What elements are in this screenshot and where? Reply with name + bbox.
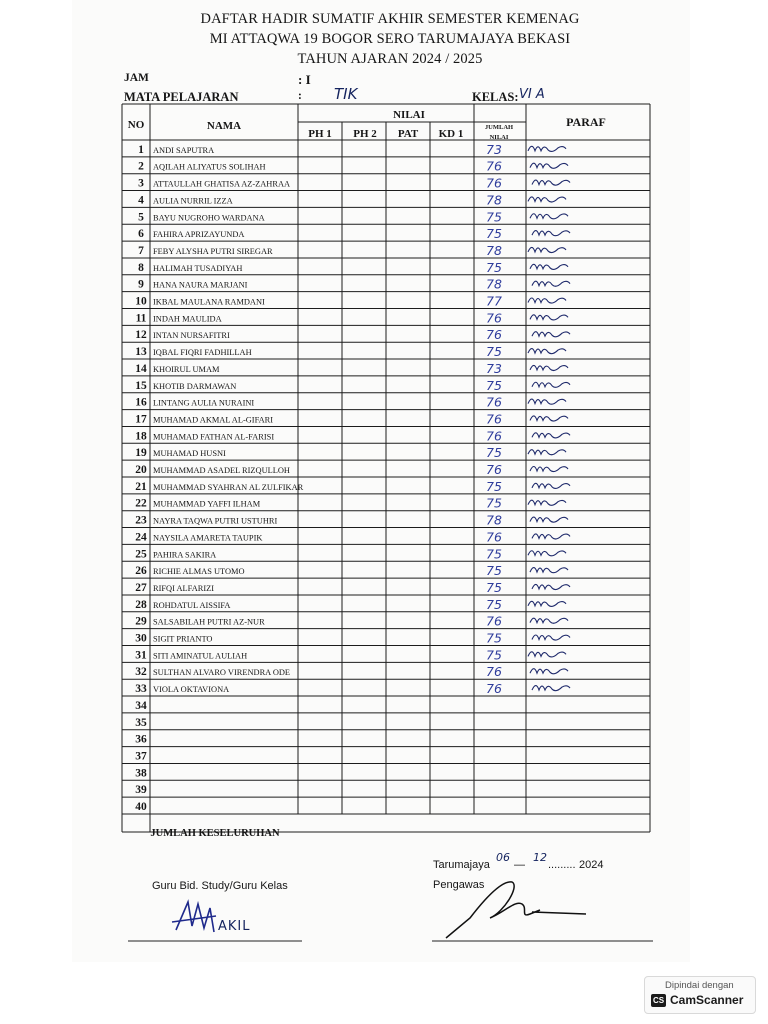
paraf-signature bbox=[528, 399, 566, 404]
jumlah-nilai-value: 76 bbox=[486, 664, 502, 680]
paraf-signature bbox=[532, 433, 570, 438]
row-number: 37 bbox=[135, 750, 147, 763]
student-name: ANDI SAPUTRA bbox=[153, 145, 215, 155]
paraf-signature bbox=[530, 416, 568, 421]
row-number: 38 bbox=[135, 767, 147, 780]
student-name: INDAH MAULIDA bbox=[153, 314, 222, 324]
jumlah-nilai-value: 75 bbox=[486, 630, 502, 646]
student-name: SIGIT PRIANTO bbox=[153, 634, 213, 644]
scanner-brand: CamScanner bbox=[670, 993, 744, 1007]
row-number: 15 bbox=[135, 379, 147, 392]
row-number: 30 bbox=[135, 632, 147, 645]
row-number: 39 bbox=[135, 784, 147, 797]
row-number: 34 bbox=[135, 699, 147, 712]
student-name: MUHAMAD FATHAN AL-FARISI bbox=[153, 432, 275, 442]
date-year: 2024 bbox=[579, 859, 604, 871]
paraf-signature bbox=[532, 635, 570, 640]
place-label: Tarumajaya bbox=[433, 859, 490, 871]
paraf-signature bbox=[530, 264, 568, 269]
title-line-1: DAFTAR HADIR SUMATIF AKHIR SEMESTER KEMENAG bbox=[200, 11, 580, 27]
paraf-signature bbox=[530, 669, 568, 674]
paraf-signature bbox=[532, 483, 570, 488]
row-number: 4 bbox=[138, 194, 144, 207]
row-number: 9 bbox=[138, 278, 144, 291]
student-name: ATTAULLAH GHATISA AZ-ZAHRAA bbox=[153, 179, 291, 189]
camscanner-logo-icon: CS bbox=[652, 996, 665, 1005]
paraf-signature bbox=[528, 500, 566, 505]
mapel-value: TIK bbox=[334, 85, 358, 103]
student-name: IKBAL MAULANA RAMDANI bbox=[153, 297, 265, 307]
row-number: 10 bbox=[135, 295, 147, 308]
paraf-signature bbox=[528, 551, 566, 556]
row-number: 16 bbox=[135, 396, 147, 409]
jumlah-nilai-value: 75 bbox=[486, 647, 502, 663]
student-name: SULTHAN ALVARO VIRENDRA ODE bbox=[153, 668, 291, 678]
paraf-signature bbox=[532, 686, 570, 691]
date-day: 06 bbox=[496, 851, 510, 864]
row-number: 6 bbox=[138, 228, 144, 241]
student-name: FAHIRA APRIZAYUNDA bbox=[153, 230, 245, 240]
row-number: 17 bbox=[135, 413, 147, 426]
jumlah-nilai-value: 75 bbox=[486, 596, 502, 612]
paraf-signature bbox=[532, 231, 570, 236]
student-name: MUHAMAD AKMAL AL-GIFARI bbox=[153, 415, 274, 425]
jam-value: : I bbox=[298, 72, 311, 87]
row-number: 7 bbox=[138, 244, 144, 257]
jumlah-nilai-value: 76 bbox=[486, 158, 502, 174]
row-number: 40 bbox=[135, 801, 147, 813]
kelas-value: VI A bbox=[519, 87, 545, 102]
paraf-signature bbox=[530, 568, 568, 573]
paraf-signature bbox=[528, 197, 566, 202]
col-ph1-header: PH 1 bbox=[308, 128, 332, 140]
paraf-signature bbox=[530, 618, 568, 623]
jumlah-nilai-value: 77 bbox=[486, 293, 502, 309]
row-number: 20 bbox=[135, 464, 147, 476]
footer-total-label: JUMLAH KESELURUHAN bbox=[150, 828, 280, 839]
student-name: HANA NAURA MARJANI bbox=[153, 280, 248, 290]
jumlah-nilai-value: 78 bbox=[486, 276, 502, 292]
student-name: HALIMAH TUSADIYAH bbox=[153, 263, 243, 273]
jumlah-nilai-value: 75 bbox=[486, 209, 502, 225]
jumlah-nilai-value: 73 bbox=[486, 360, 502, 376]
row-number: 29 bbox=[135, 615, 147, 628]
student-name: MUHAMMAD ASADEL RIZQULLOH bbox=[153, 466, 290, 475]
jumlah-nilai-value: 75 bbox=[486, 563, 502, 579]
pengawas-label: Pengawas bbox=[433, 879, 485, 891]
row-number: 33 bbox=[135, 683, 147, 696]
paraf-signature bbox=[532, 281, 570, 286]
camscanner-badge bbox=[644, 976, 756, 1014]
student-name: MUHAMMAD SYAHRAN AL ZULFIKAR bbox=[153, 482, 304, 492]
row-number: 3 bbox=[138, 177, 144, 190]
paraf-signature bbox=[532, 180, 570, 185]
paraf-signature bbox=[528, 450, 566, 455]
row-number: 28 bbox=[135, 598, 147, 611]
title-line-2: MI ATTAQWA 19 BOGOR SERO TARUMAJAYA BEKASI bbox=[209, 31, 571, 47]
kelas-label: KELAS: bbox=[472, 90, 519, 104]
col-jumlah-header-2: NILAI bbox=[489, 134, 509, 141]
date-sep-1: — bbox=[514, 859, 525, 871]
paraf-signature bbox=[532, 584, 570, 589]
jumlah-nilai-value: 78 bbox=[486, 192, 502, 208]
student-name: IQBAL FIQRI FADHILLAH bbox=[153, 348, 252, 358]
student-name: NAYSILA AMARETA TAUPIK bbox=[153, 533, 263, 543]
row-number: 22 bbox=[135, 497, 147, 510]
row-number: 5 bbox=[138, 211, 144, 224]
student-name: MUHAMMAD YAFFI ILHAM bbox=[153, 499, 261, 509]
row-number: 23 bbox=[135, 514, 147, 527]
jumlah-nilai-value: 76 bbox=[486, 462, 502, 477]
row-number: 19 bbox=[135, 447, 147, 460]
col-paraf-header: PARAF bbox=[566, 115, 606, 129]
jumlah-nilai-value: 76 bbox=[486, 529, 502, 545]
row-number: 18 bbox=[135, 430, 147, 443]
paraf-signature bbox=[528, 298, 566, 303]
paraf-signature bbox=[528, 652, 566, 657]
title-line-3: TAHUN AJARAN 2024 / 2025 bbox=[297, 51, 483, 67]
student-name: INTAN NURSAFITRI bbox=[153, 331, 230, 341]
mapel-colon: : bbox=[298, 90, 302, 102]
paraf-signature bbox=[530, 163, 568, 168]
student-name: RICHIE ALMAS UTOMO bbox=[153, 567, 245, 577]
mapel-label: MATA PELAJARAN bbox=[124, 90, 239, 104]
paraf-signature bbox=[532, 332, 570, 337]
row-number: 14 bbox=[135, 362, 147, 375]
jumlah-nilai-value: 76 bbox=[486, 411, 502, 427]
jam-label: JAM bbox=[124, 72, 149, 84]
paraf-signature bbox=[528, 247, 566, 252]
jumlah-nilai-value: 75 bbox=[486, 579, 502, 595]
guru-label: Guru Bid. Study/Guru Kelas bbox=[152, 880, 288, 892]
student-name: AULIA NURRIL IZZA bbox=[153, 196, 233, 206]
paraf-signature bbox=[528, 349, 566, 354]
row-number: 32 bbox=[135, 666, 147, 679]
paraf-signature bbox=[528, 601, 566, 606]
jumlah-nilai-value: 75 bbox=[486, 495, 502, 511]
col-ph2-header: PH 2 bbox=[353, 128, 377, 140]
student-name: VIOLA OKTAVIONA bbox=[153, 685, 230, 695]
jumlah-nilai-value: 75 bbox=[486, 377, 502, 393]
student-name: ROHDATUL AISSIFA bbox=[153, 600, 231, 610]
row-number: 24 bbox=[135, 531, 147, 544]
jumlah-nilai-value: 75 bbox=[486, 226, 502, 242]
student-name: LINTANG AULIA NURAINI bbox=[153, 398, 255, 408]
date-sep-2: ......... bbox=[548, 859, 576, 871]
col-pat-header: PAT bbox=[397, 128, 419, 140]
jumlah-nilai-value: 76 bbox=[486, 327, 502, 343]
jumlah-nilai-value: 75 bbox=[486, 478, 502, 494]
col-nilai-header: NILAI bbox=[393, 109, 425, 121]
paraf-signature bbox=[528, 146, 566, 151]
student-name: FEBY ALYSHA PUTRI SIREGAR bbox=[153, 246, 273, 256]
jumlah-nilai-value: 75 bbox=[486, 546, 502, 562]
jumlah-nilai-value: 76 bbox=[486, 613, 502, 629]
paraf-signature bbox=[530, 467, 568, 472]
guru-handwritten-name: AKIL bbox=[218, 919, 251, 934]
paraf-signature bbox=[530, 214, 568, 219]
student-name: MUHAMAD HUSNI bbox=[153, 449, 226, 459]
row-number: 31 bbox=[135, 649, 147, 662]
student-name: SITI AMINATUL AULIAH bbox=[153, 651, 248, 661]
student-name: KHOIRUL UMAM bbox=[153, 364, 220, 374]
col-nama-header: NAMA bbox=[206, 120, 242, 132]
row-number: 11 bbox=[135, 312, 147, 325]
row-number: 35 bbox=[135, 716, 147, 729]
jumlah-nilai-value: 76 bbox=[486, 428, 502, 444]
student-name: PAHIRA SAKIRA bbox=[153, 550, 217, 560]
row-number: 26 bbox=[135, 565, 147, 578]
row-number: 2 bbox=[138, 160, 144, 173]
row-number: 25 bbox=[135, 548, 147, 561]
student-name: AQILAH ALIYATUS SOLIHAH bbox=[153, 162, 266, 172]
row-number: 27 bbox=[135, 581, 147, 594]
jumlah-nilai-value: 75 bbox=[486, 344, 502, 360]
jumlah-nilai-value: 78 bbox=[486, 512, 502, 528]
row-number: 21 bbox=[135, 480, 147, 493]
paraf-signature bbox=[532, 534, 570, 539]
student-name: RIFQI ALFARIZI bbox=[153, 583, 215, 593]
student-name: NAYRA TAQWA PUTRI USTUHRI bbox=[153, 516, 278, 526]
jumlah-nilai-value: 75 bbox=[486, 445, 502, 461]
student-name: KHOTIB DARMAWAN bbox=[153, 381, 237, 391]
jumlah-nilai-value: 76 bbox=[486, 681, 502, 697]
jumlah-nilai-value: 78 bbox=[486, 242, 502, 258]
date-month: 12 bbox=[533, 851, 547, 864]
row-number: 13 bbox=[135, 346, 147, 359]
paraf-signature bbox=[532, 382, 570, 387]
col-no-header: NO bbox=[127, 119, 145, 131]
row-number: 8 bbox=[138, 261, 144, 274]
scanner-caption: Dipindai dengan bbox=[665, 980, 734, 991]
jumlah-nilai-value: 75 bbox=[486, 259, 502, 275]
row-number: 36 bbox=[135, 733, 147, 746]
jumlah-nilai-value: 76 bbox=[486, 310, 502, 326]
student-name: BAYU NUGROHO WARDANA bbox=[153, 213, 265, 223]
jumlah-nilai-value: 73 bbox=[486, 141, 502, 157]
row-number: 12 bbox=[135, 329, 147, 342]
paraf-signature bbox=[530, 315, 568, 320]
col-jumlah-header-1: JUMLAH bbox=[484, 124, 514, 131]
paraf-signature bbox=[530, 365, 568, 370]
jumlah-nilai-value: 76 bbox=[486, 175, 502, 191]
paraf-signature bbox=[530, 517, 568, 522]
student-name: SALSABILAH PUTRI AZ-NUR bbox=[153, 617, 265, 627]
col-kd1-header: KD 1 bbox=[438, 128, 464, 140]
jumlah-nilai-value: 76 bbox=[486, 394, 502, 410]
row-number: 1 bbox=[138, 143, 144, 156]
